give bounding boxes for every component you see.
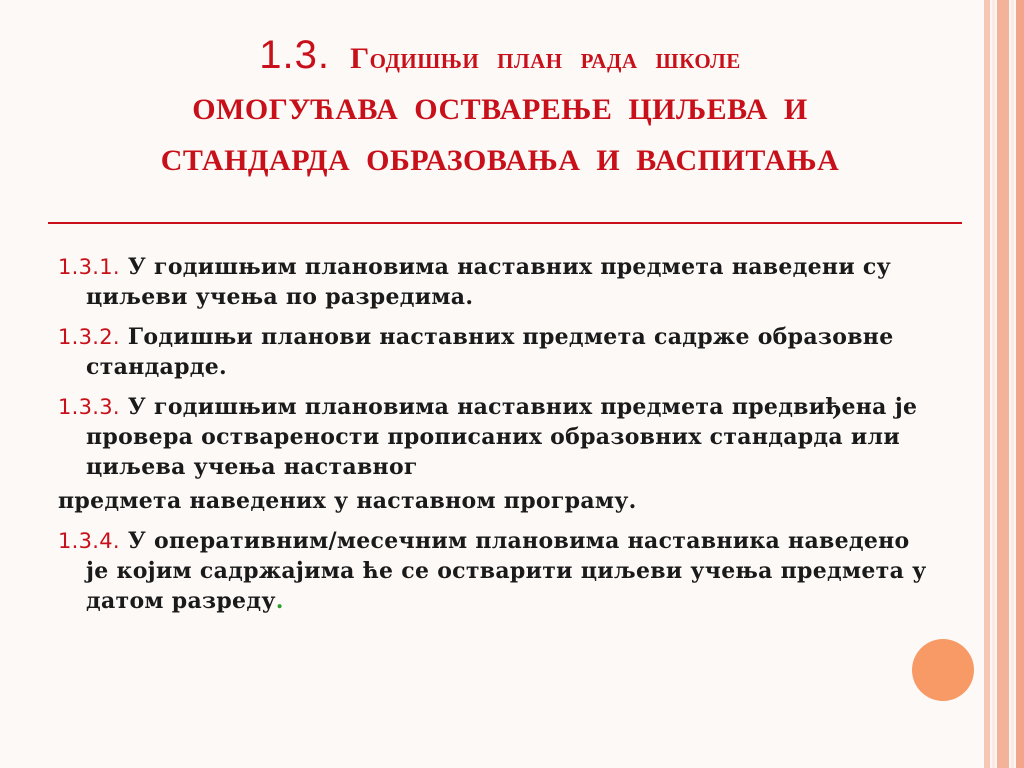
item-number: 1.3.3. [58, 395, 120, 419]
title-line-3: СТАНДАРДА ОБРАЗОВАЊА И ВАСПИТАЊА [160, 144, 840, 177]
decorative-stripe [1011, 0, 1014, 768]
title-line-1 [70, 30, 930, 84]
item-number: 1.3.1. [58, 255, 120, 279]
item-number: 1.3.2. [58, 325, 120, 349]
title-number: 1.3. [259, 33, 351, 77]
item-text: У годишњим плановима наставних предмета предвиђена је провера остварености прописаних образовних стандарда или циљева учења наставног [86, 394, 918, 480]
continuation-line: предмета наведених у наставном програму. [58, 488, 637, 514]
decorative-stripe [1016, 0, 1024, 768]
list-item [58, 526, 938, 616]
title-line-2: ОМОГУЋАВА ОСТВАРЕЊЕ ЦИЉЕВА И [192, 93, 808, 126]
item-text: У оперативним/месечним плановима наставника наведено је којим садржајима ће се остварити циљеви учења предмета у датом разреду [86, 528, 927, 614]
slide-title [70, 30, 930, 186]
decorative-circle [912, 639, 974, 701]
item-text: Годишњи планови наставних предмета садрже образовне стандарде. [86, 324, 894, 380]
decorative-stripe [984, 0, 990, 768]
decorative-stripe [997, 0, 1009, 768]
list-item [58, 252, 938, 312]
list-item [58, 322, 938, 382]
slide-body [58, 252, 938, 626]
title-divider [48, 222, 962, 224]
decorative-stripe [992, 0, 995, 768]
item-text: У годишњим плановима наставних предмета наведени су циљеви учења по разредима. [86, 254, 891, 310]
title-line-1-text: Годишњи план рада школе [350, 42, 741, 75]
list-item [58, 392, 938, 482]
end-dot: . [275, 588, 284, 614]
item-number: 1.3.4. [58, 529, 120, 553]
